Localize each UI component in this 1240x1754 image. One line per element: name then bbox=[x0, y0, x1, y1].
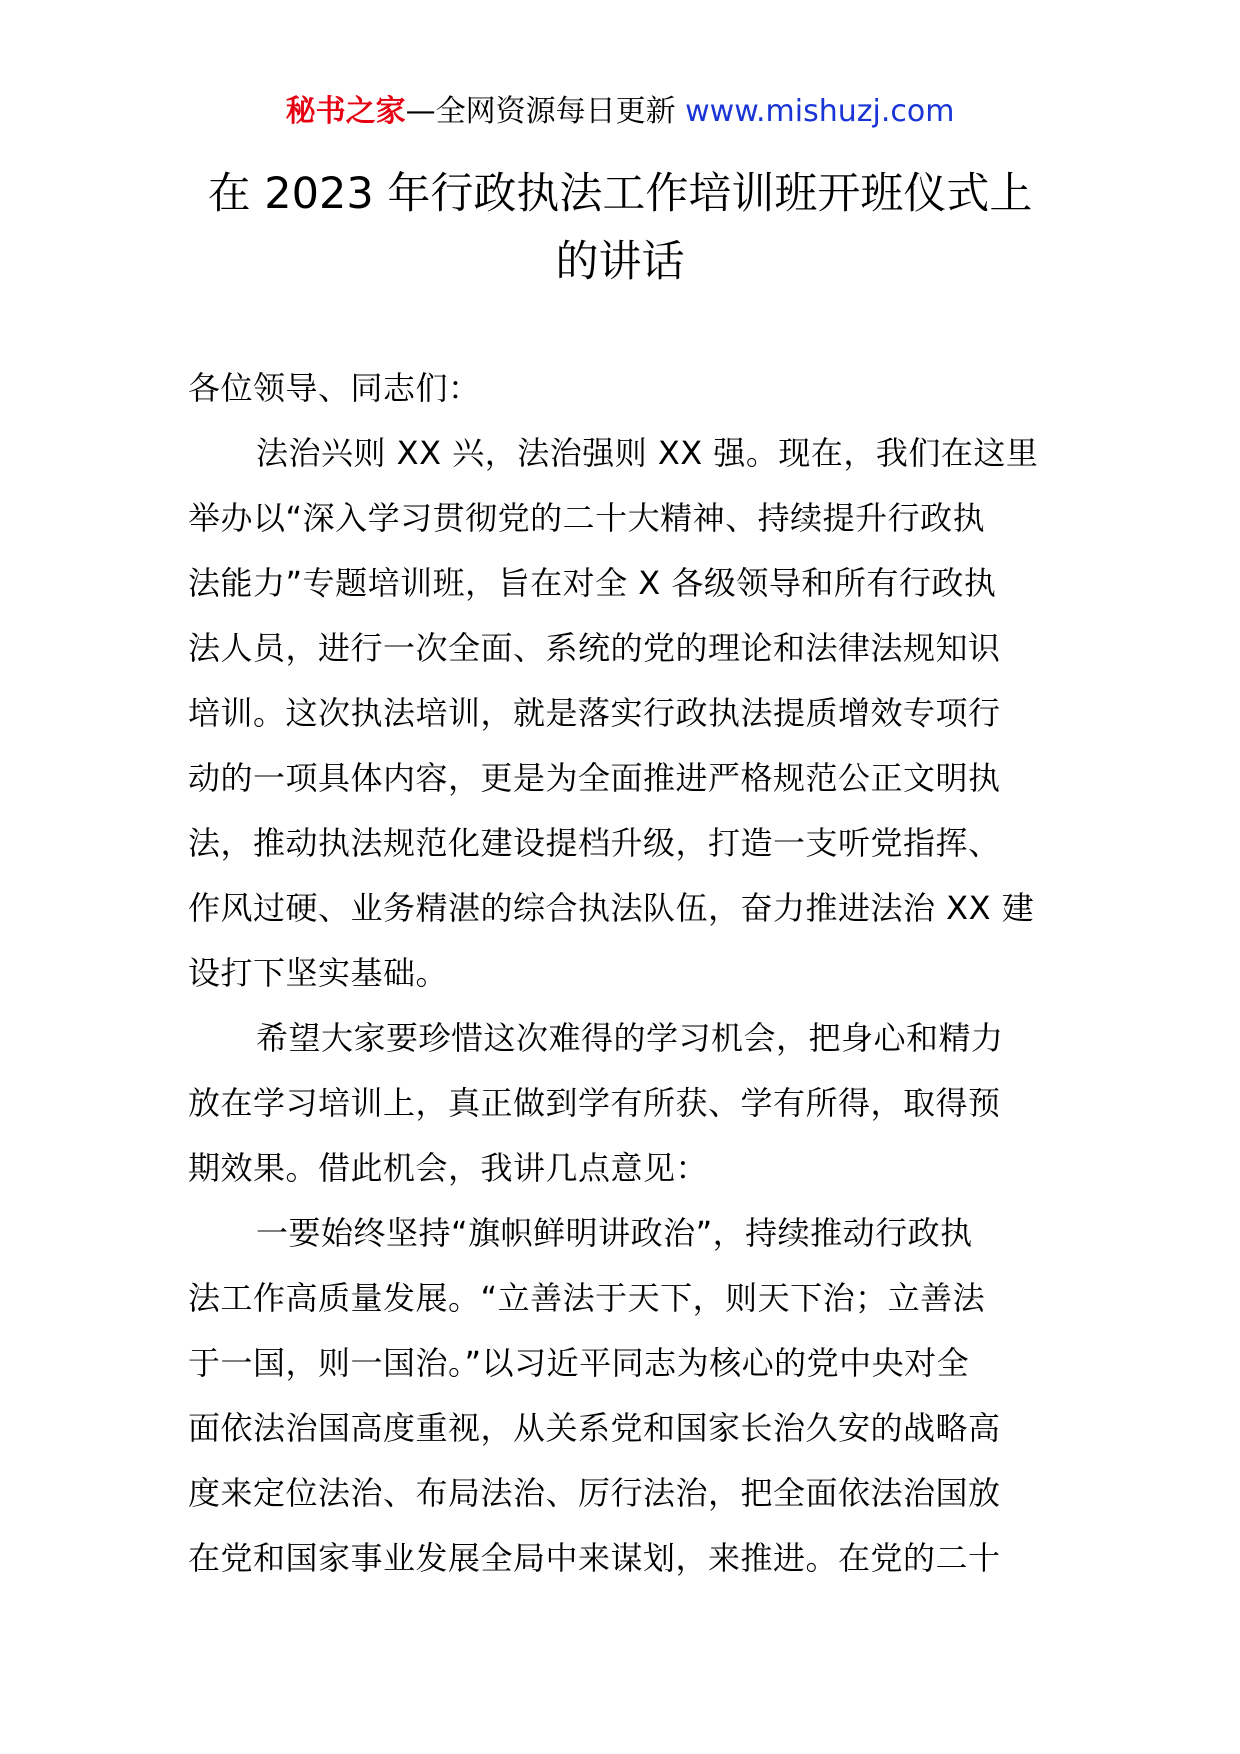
body-line: 于一国，则一国治。”以习近平同志为核心的党中央对全 bbox=[188, 1344, 970, 1382]
body-line: 放在学习培训上，真正做到学有所获、学有所得，取得预 bbox=[188, 1084, 1001, 1122]
body-line: 期效果。借此机会，我讲几点意见： bbox=[188, 1149, 709, 1187]
body-line: 法，推动执法规范化建设提档升级，打造一支听党指挥、 bbox=[188, 824, 1001, 862]
body-line: 希望大家要珍惜这次难得的学习机会，把身心和精力 bbox=[256, 1019, 1004, 1057]
body-line: 面依法治国高度重视，从关系党和国家长治久安的战略高 bbox=[188, 1409, 1001, 1447]
speech-body bbox=[188, 356, 1052, 1591]
body-line: 法能力”专题培训班，旨在对全 X 各级领导和所有行政执 bbox=[188, 564, 997, 602]
site-url[interactable]: www.mishuzj.com bbox=[685, 94, 955, 129]
brand-name: 秘书之家 bbox=[285, 94, 406, 129]
body-line: 动的一项具体内容，更是为全面推进严格规范公正文明执 bbox=[188, 759, 1001, 797]
body-line: 法治兴则 XX 兴，法治强则 XX 强。现在，我们在这里 bbox=[256, 434, 1039, 472]
body-line: 一要始终坚持“旗帜鲜明讲政治”，持续推动行政执 bbox=[256, 1214, 973, 1252]
body-line: 举办以“深入学习贯彻党的二十大精神、持续提升行政执 bbox=[188, 499, 986, 537]
header-tagline: —全网资源每日更新 bbox=[405, 94, 686, 129]
document-title bbox=[150, 160, 1090, 296]
body-line: 法人员，进行一次全面、系统的党的理论和法律法规知识 bbox=[188, 629, 1001, 667]
body-line: 作风过硬、业务精湛的综合执法队伍，奋力推进法治 XX 建 bbox=[188, 889, 1035, 927]
title-line-1: 在 2023 年行政执法工作培训班开班仪式上 bbox=[207, 169, 1033, 219]
title-line-2: 的讲话 bbox=[555, 237, 685, 287]
body-line: 设打下坚实基础。 bbox=[188, 954, 449, 992]
body-line: 度来定位法治、布局法治、厉行法治，把全面依法治国放 bbox=[188, 1474, 1001, 1512]
body-line: 培训。这次执法培训，就是落实行政执法提质增效专项行 bbox=[188, 694, 1001, 732]
body-line: 法工作高质量发展。“立善法于天下，则天下治；立善法 bbox=[188, 1279, 986, 1317]
site-header bbox=[0, 92, 1240, 132]
body-line: 在党和国家事业发展全局中来谋划，来推进。在党的二十 bbox=[188, 1539, 1001, 1577]
salutation: 各位领导、同志们： bbox=[188, 369, 481, 407]
